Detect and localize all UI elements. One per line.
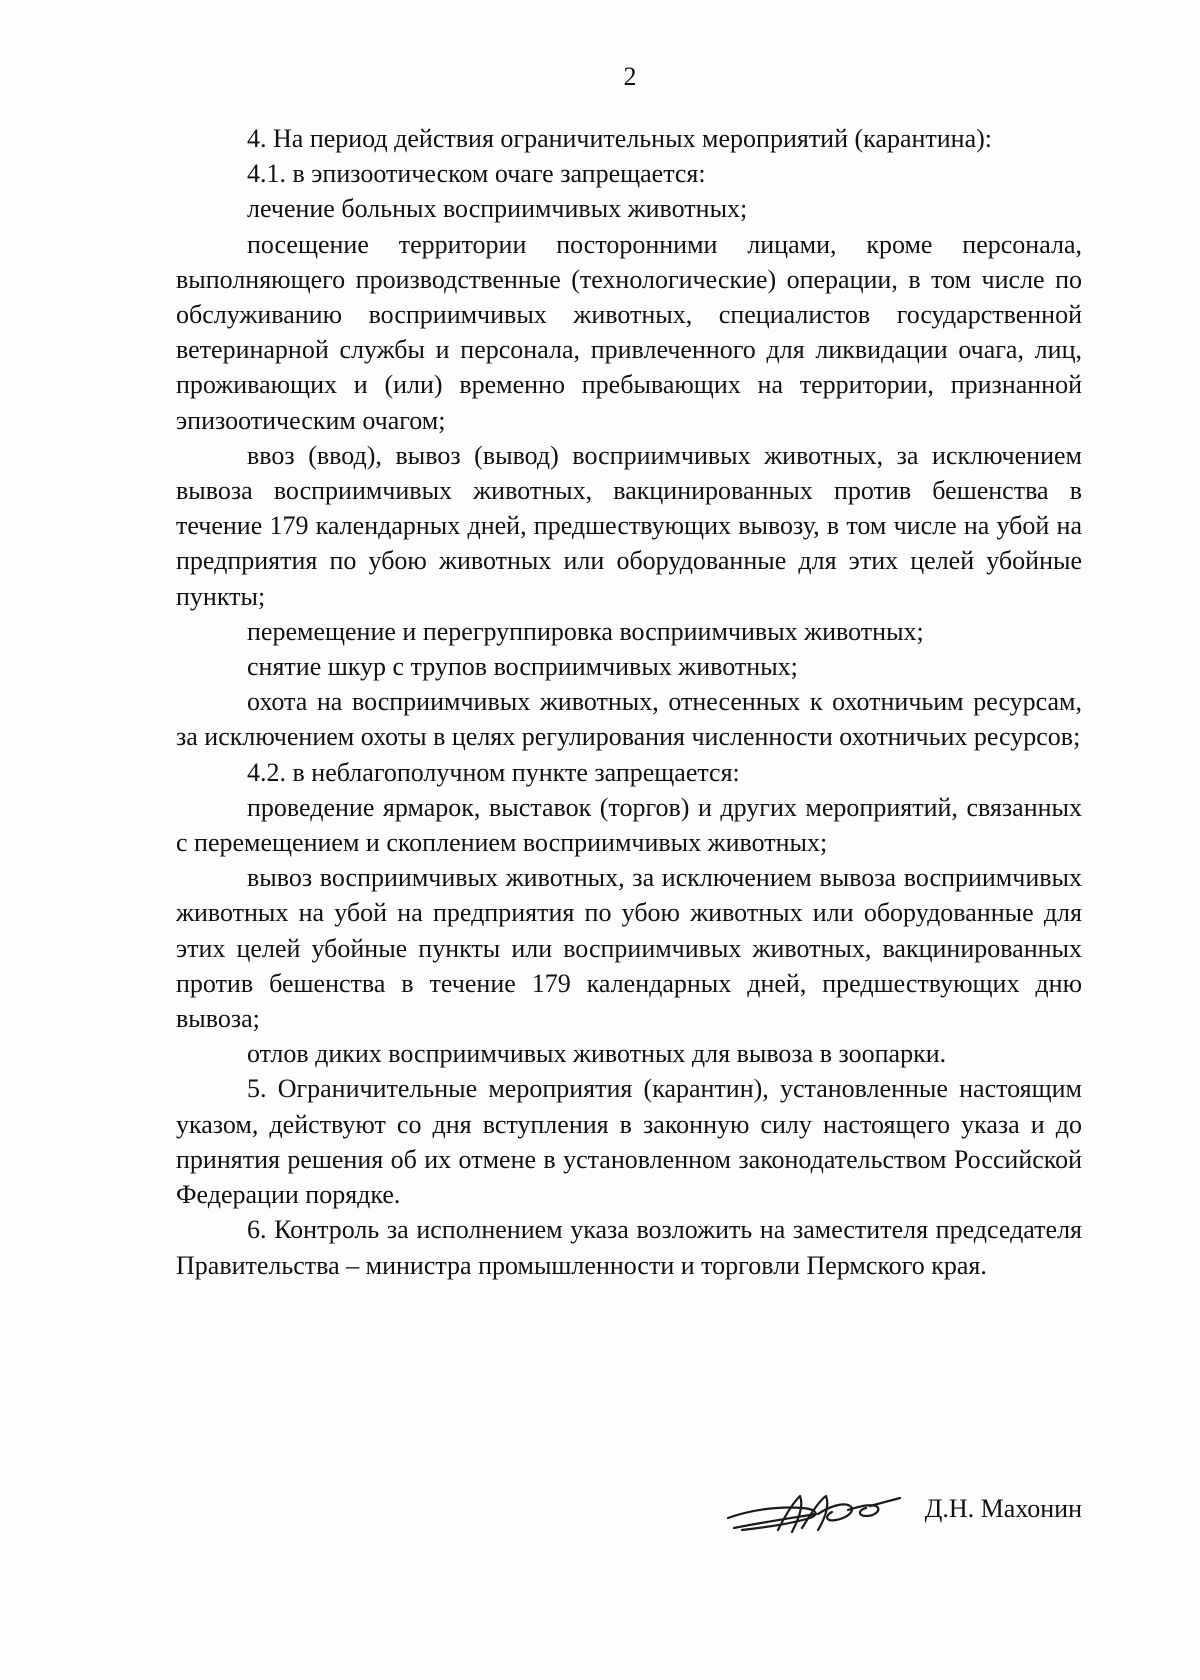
- paragraph-hunting-ban: охота на восприимчивых животных, отнесенных к охотничьим ресурсам, за исключением охоты в целях регулирования численности охотничьих ресурсов;: [176, 687, 1082, 752]
- paragraph-visit-ban: посещение территории посторонними лицами, кроме персонала, выполняющего производственные (технологические) операции, в том числе по обслуживанию восприимчивых животных, специалистов государственной ветеринарной службы и персонала, привлеченного для ликвидации очага, лиц, проживающих и (или) временно пребывающих на территории, признанной эпизоотическим очагом;: [176, 229, 1082, 435]
- handwritten-signature: [720, 1484, 906, 1540]
- paragraph-5: 5. Ограничительные мероприятия (карантин), установленные настоящим указом, действуют со дня вступления в законную силу настоящего указа и до принятия решения об их отмене в установленном законодательством Российской Федерации порядке.: [176, 1074, 1082, 1210]
- signer-name: Д.Н. Махонин: [924, 1494, 1082, 1523]
- paragraph-import-export-ban: ввоз (ввод), вывоз (вывод) восприимчивых животных, за исключением вывоза восприимчивых животных, вакцинированных против бешенства в течение 179 календарных дней, предшествующих вывозу, в том числе на убой на предприятия по убою животных или оборудованные для этих целей убойные пункты;: [176, 440, 1082, 611]
- signature-block: [720, 1484, 1090, 1544]
- paragraph-4: 4. На период действия ограничительных мероприятий (карантина):: [247, 124, 993, 153]
- paragraph-4-1: 4.1. в эпизоотическом очаге запрещается:: [247, 159, 706, 189]
- page-number: 2: [623, 62, 637, 91]
- paragraph-regrouping-ban: перемещение и перегруппировка восприимчивых животных;: [247, 616, 924, 646]
- paragraph-treatment-ban: лечение больных восприимчивых животных;: [247, 194, 748, 224]
- paragraph-fairs-ban: проведение ярмарок, выставок (торгов) и других мероприятий, связанных с перемещением и скоплением восприимчивых животных;: [176, 792, 1082, 858]
- paragraph-capture-ban: отлов диких восприимчивых животных для вывоза в зоопарки.: [247, 1039, 947, 1069]
- paragraph-skinning-ban: снятие шкур с трупов восприимчивых животных;: [247, 652, 798, 682]
- paragraph-4-2: 4.2. в неблагополучном пункте запрещается:: [247, 757, 740, 787]
- paragraph-6: 6. Контроль за исполнением указа возложить на заместителя председателя Правительства – министра промышленности и торговли Пермского края.: [176, 1215, 1082, 1280]
- paragraph-removal-ban: вывоз восприимчивых животных, за исключением вывоза восприимчивых животных на убой на предприятия по убою животных или оборудованные для этих целей убойные пункты или восприимчивых животных, вакцинированных против бешенства в течение 179 календарных дней, предшествующих дню вывоза;: [176, 863, 1082, 1034]
- document-body: [176, 121, 1082, 1283]
